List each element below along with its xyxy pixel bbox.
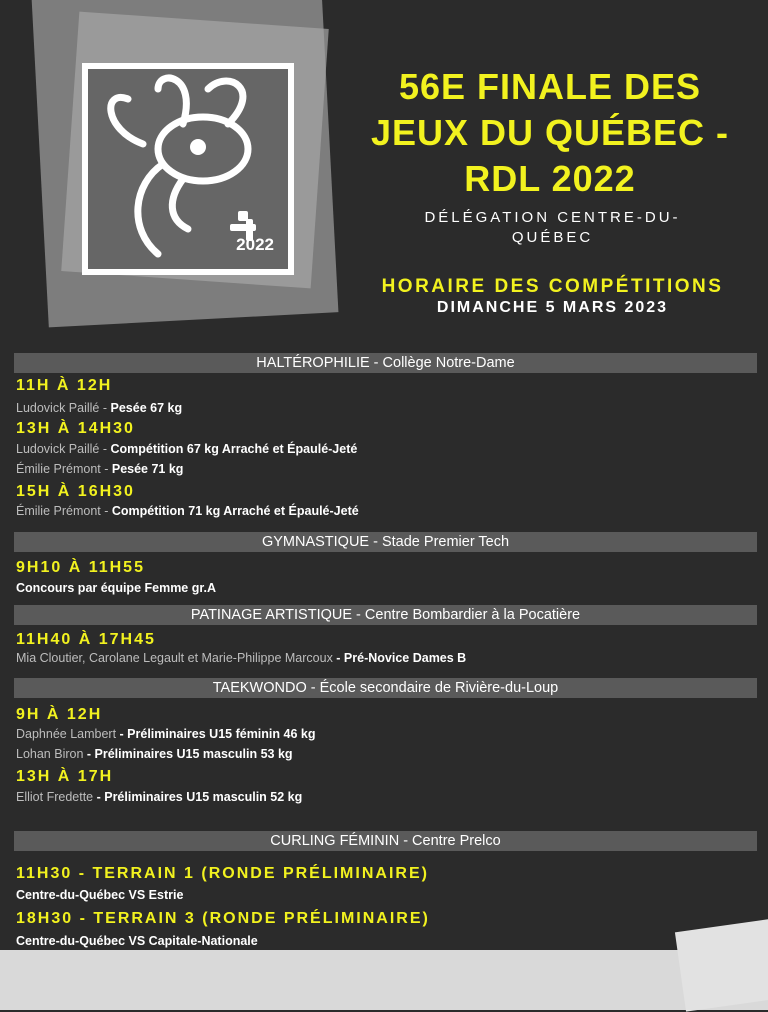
- schedule-entry: [16, 442, 357, 456]
- time-slot: 11H40 À 17H45: [16, 631, 156, 648]
- logo-year: 2022: [236, 235, 274, 254]
- schedule-entry: [16, 401, 182, 415]
- event-detail: Pesée 67 kg: [110, 401, 183, 415]
- athlete-name: Émilie Prémont -: [16, 504, 112, 518]
- schedule-entry: [16, 581, 216, 595]
- schedule-entry: [16, 504, 359, 518]
- section-bar-curling: CURLING FÉMININ - Centre Prelco: [14, 831, 757, 851]
- torn-paper-corner: [675, 918, 768, 1011]
- schedule-entry: [16, 747, 293, 761]
- event-detail: Centre-du-Québec VS Capitale-Nationale: [16, 934, 258, 948]
- section-bar-patinage: PATINAGE ARTISTIQUE - Centre Bombardier à la Pocatière: [14, 605, 757, 625]
- schedule-entry: [16, 651, 466, 665]
- athlete-name: Ludovick Paillé -: [16, 401, 111, 415]
- event-detail: - Préliminaires U15 masculin 53 kg: [86, 747, 293, 761]
- event-detail: Compétition 71 kg Arraché et Épaulé-Jeté: [111, 504, 359, 518]
- time-slot: 13H À 17H: [16, 768, 114, 785]
- athlete-name: Ludovick Paillé -: [16, 442, 111, 456]
- event-title: [370, 64, 730, 202]
- time-slot: 18H30 - TERRAIN 3 (RONDE PRÉLIMINAIRE): [16, 910, 430, 927]
- event-detail: Compétition 67 kg Arraché et Épaulé-Jeté: [110, 442, 358, 456]
- athlete-name: Émilie Prémont -: [16, 462, 112, 476]
- time-slot: 9H10 À 11H55: [16, 559, 145, 576]
- event-logo: [82, 63, 294, 275]
- title-line: RDL 2022: [464, 158, 636, 199]
- event-detail: Centre-du-Québec VS Estrie: [16, 888, 184, 902]
- athlete-name: Daphnée Lambert: [16, 727, 120, 741]
- time-slot: 15H À 16H30: [16, 483, 135, 500]
- section-bar-halterophilie: HALTÉROPHILIE - Collège Notre-Dame: [14, 353, 757, 373]
- schedule-heading: HORAIRE DES COMPÉTITIONS: [381, 276, 724, 297]
- schedule-entry: [16, 934, 258, 948]
- delegation-line: QUÉBEC: [511, 229, 594, 246]
- time-slot: 11H30 - TERRAIN 1 (RONDE PRÉLIMINAIRE): [16, 865, 429, 882]
- time-slot: 11H À 12H: [16, 377, 113, 394]
- time-slot: 13H À 14H30: [16, 420, 135, 437]
- delegation-line: DÉLÉGATION CENTRE-DU-: [424, 209, 681, 226]
- event-detail: - Préliminaires U15 féminin 46 kg: [119, 727, 316, 741]
- title-line: 56E FINALE DES: [398, 66, 702, 107]
- athlete-name: Mia Cloutier, Carolane Legault et Marie-Philippe Marcoux: [16, 651, 337, 665]
- event-detail: Pesée 71 kg: [111, 462, 184, 476]
- section-bar-taekwondo: TAEKWONDO - École secondaire de Rivière-du-Loup: [14, 678, 757, 698]
- schedule-entry: [16, 888, 183, 902]
- delegation-label: [405, 208, 700, 248]
- section-bar-gymnastique: GYMNASTIQUE - Stade Premier Tech: [14, 532, 757, 552]
- time-slot: 9H À 12H: [16, 706, 103, 723]
- schedule-date: DIMANCHE 5 MARS 2023: [436, 299, 669, 316]
- event-detail: Concours par équipe Femme gr.A: [16, 581, 217, 595]
- torn-paper-bottom: [0, 950, 768, 1010]
- schedule-entry: [16, 727, 315, 741]
- schedule-entry: [16, 790, 302, 804]
- athlete-name: Elliot Fredette: [16, 790, 97, 804]
- schedule-entry: [16, 462, 183, 476]
- event-detail: - Préliminaires U15 masculin 52 kg: [96, 790, 303, 804]
- athlete-name: Lohan Biron: [16, 747, 87, 761]
- logo-panel: [88, 69, 288, 269]
- event-detail: - Pré-Novice Dames B: [336, 651, 467, 665]
- title-line: JEUX DU QUÉBEC -: [370, 112, 730, 153]
